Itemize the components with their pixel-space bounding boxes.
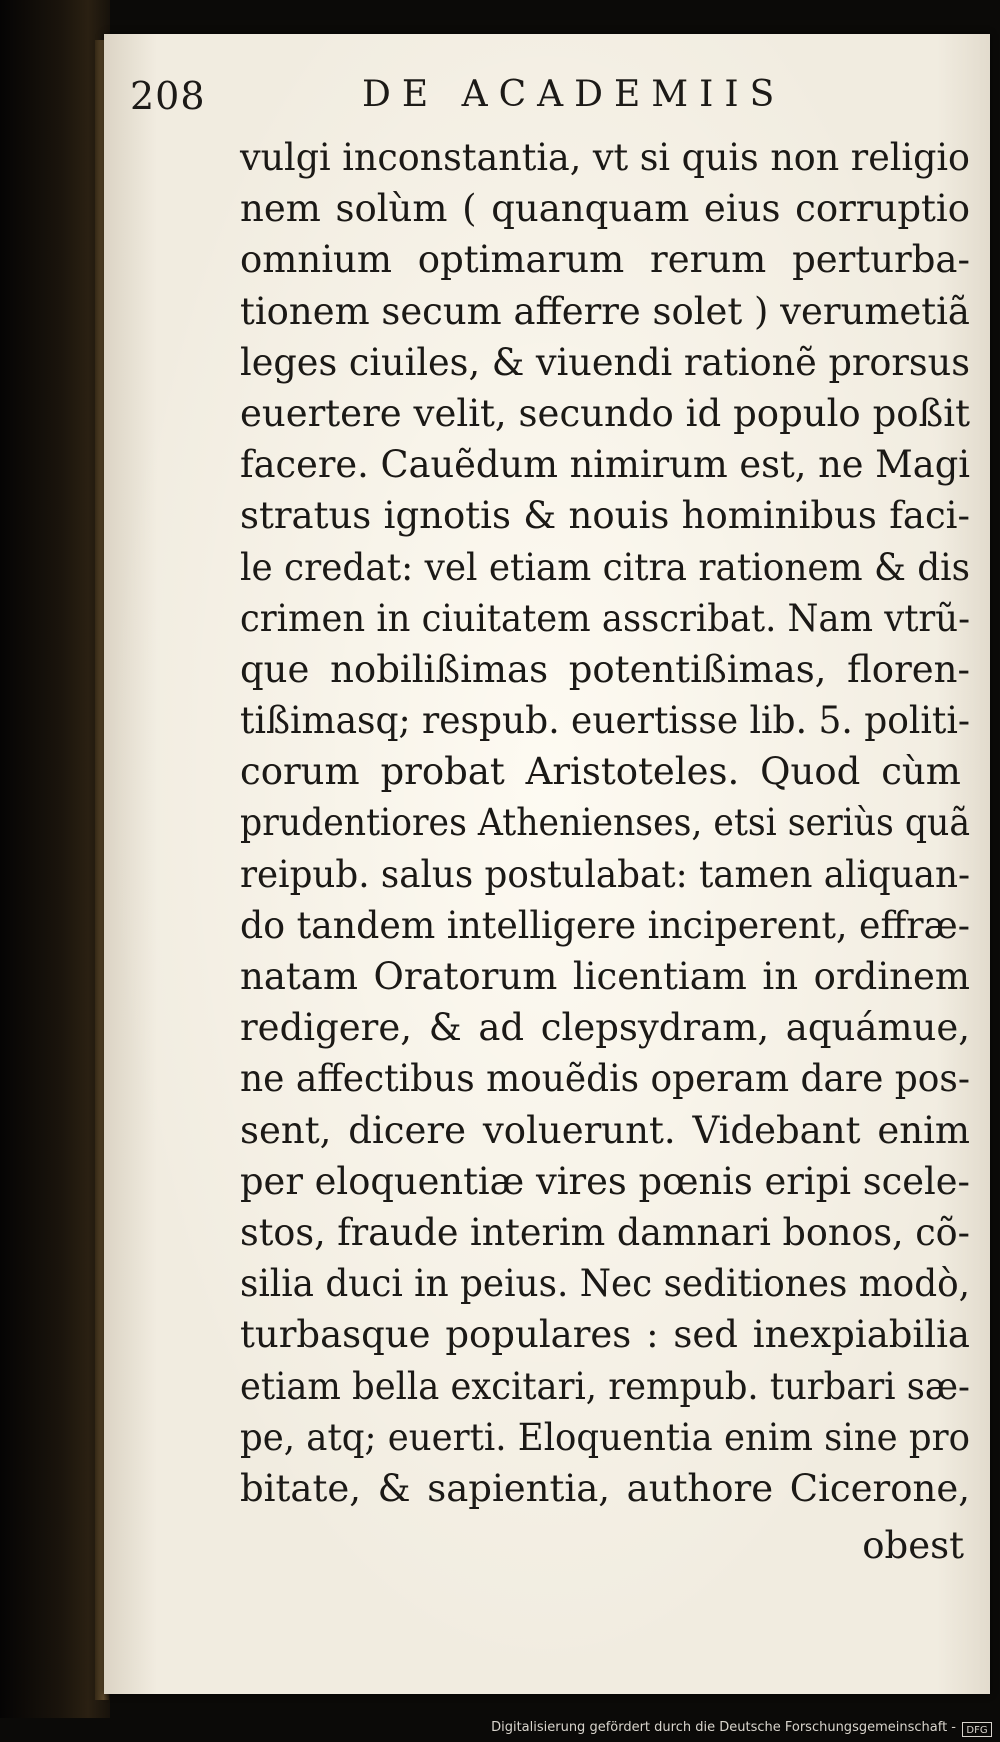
catchword: obest — [862, 1524, 964, 1567]
text-line: natam Oratorum licentiam in ordinem — [240, 955, 970, 998]
text-line: nem solùm ( quanquam eius corruptio — [240, 187, 970, 231]
text-line: sent, dicere voluerunt. Videbant enim — [240, 1108, 970, 1152]
text-line: per eloquentiæ vires pœnis eripi scele- — [240, 1159, 970, 1203]
page-number: 208 — [130, 74, 206, 118]
text-line: do tandem intelligere inciperent, effræ- — [240, 903, 971, 947]
text-line: stratus ignotis & nouis hominibus faci- — [240, 494, 971, 538]
text-line: facere. Cauẽdum nimirum est, ne Magi — [240, 443, 970, 487]
text-line: que nobilißimas potentißimas, floren- — [240, 647, 970, 691]
text-line: reipub. salus postulabat: tamen aliquan- — [240, 852, 971, 896]
dfg-logo-icon: DFG — [962, 1722, 992, 1737]
text-line: euertere velit, secundo id populo poßit — [240, 391, 970, 435]
text-line: ne affectibus mouẽdis operam dare pos- — [240, 1057, 970, 1101]
digitization-credit: Digitalisierung gefördert durch die Deutsche Forschungsgemeinschaft - — [491, 1720, 956, 1735]
text-line: redigere, & ad clepsydram, aquámue, — [240, 1006, 970, 1050]
text-line: turbasque populares : sed inexpiabilia — [240, 1313, 970, 1357]
text-line: vulgi inconstantia, vt si quis non religio — [240, 136, 970, 179]
body-text — [240, 132, 970, 1514]
text-line: crimen in ciuitatem asscribat. Nam vtrũ- — [240, 596, 971, 640]
page-header — [130, 74, 830, 134]
scan-backdrop — [0, 0, 110, 1742]
text-line: tißimasq; respub. euertisse lib. 5. politi- — [240, 699, 970, 743]
text-line: etiam bella excitari, rempub. turbari sæ- — [240, 1364, 970, 1408]
text-line: tionem secum afferre solet ) verumetiã — [240, 289, 970, 333]
text-line: stos, fraude interim damnari bonos, cõ- — [240, 1210, 971, 1254]
running-head: DE ACADEMIIS — [362, 74, 786, 115]
text-line: prudentiores Athenienses, etsi seriùs quã — [240, 801, 971, 845]
text-line: corum probat Aristoteles. Quod cùm — [240, 750, 961, 794]
text-line: leges ciuiles, & viuendi rationẽ prorsus — [240, 340, 971, 384]
text-line: bitate, & sapientia, authore Cicerone, — [240, 1466, 970, 1510]
text-line: silia duci in peius. Nec seditiones modò, — [240, 1262, 971, 1306]
text-line: omnium optimarum rerum perturba- — [240, 238, 970, 282]
text-line: le credat: vel etiam citra rationem & dis — [240, 545, 970, 589]
text-line: pe, atq; euerti. Eloquentia enim sine pro — [240, 1415, 971, 1459]
